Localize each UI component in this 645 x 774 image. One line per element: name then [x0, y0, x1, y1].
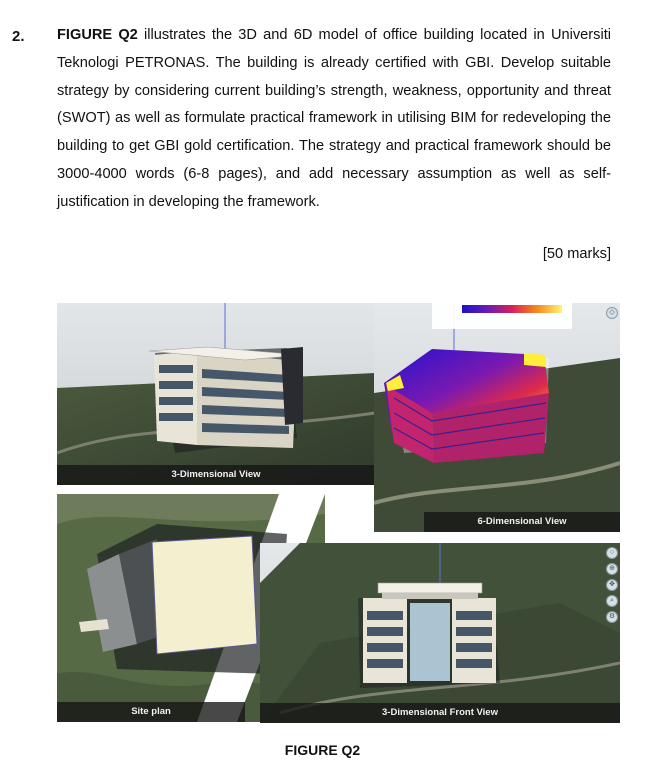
- caption-site-plan: Site plan: [57, 702, 245, 722]
- building-front-render: [260, 543, 620, 723]
- search-icon[interactable]: ⌕: [606, 595, 618, 607]
- caption-3d-view: 3-Dimensional View: [57, 465, 375, 485]
- building-6d-heatmap-render: [374, 303, 620, 532]
- pan-icon[interactable]: ✥: [606, 579, 618, 591]
- question-body: illustrates the 3D and 6D model of office building located in Universiti Teknologi PETRONAS. The building is already certified with GBI. Develop suitable strategy by considering current building’s strength, weakness, opportunity and threat (SWOT) as well as formulate practical framework in utilising BIM for redeveloping the building to get GBI gold certification. The strategy and practical framework should be 3000-4000 words (6-8 pages), and add necessary assumption as well as self-justification in developing the framework.: [57, 27, 611, 210]
- heat-legend-colorbar: [462, 305, 562, 313]
- building-3d-render: [57, 303, 375, 485]
- figure-panel-3d-view: [57, 303, 375, 485]
- question-text: [57, 22, 611, 217]
- figure-panel-3d-front-view: [260, 543, 620, 723]
- marks-label: [50 marks]: [542, 246, 611, 262]
- caption-6d-view: 6-Dimensional View: [424, 512, 620, 532]
- question-number: 2.: [12, 28, 25, 45]
- viewer-toolbar-front: [606, 547, 618, 627]
- figure-caption: FIGURE Q2: [284, 742, 361, 758]
- axis-tool-icon[interactable]: ◇: [606, 307, 618, 319]
- zoom-icon[interactable]: ⊕: [606, 563, 618, 575]
- caption-3d-front-view: 3-Dimensional Front View: [260, 703, 620, 723]
- figure-panel-6d-view: [374, 303, 620, 532]
- settings-icon[interactable]: ⚙: [606, 611, 618, 623]
- figure-reference: FIGURE Q2: [57, 27, 138, 43]
- orbit-icon[interactable]: ○: [606, 547, 618, 559]
- heat-legend: [432, 303, 572, 329]
- viewer-toolbar: [606, 307, 618, 323]
